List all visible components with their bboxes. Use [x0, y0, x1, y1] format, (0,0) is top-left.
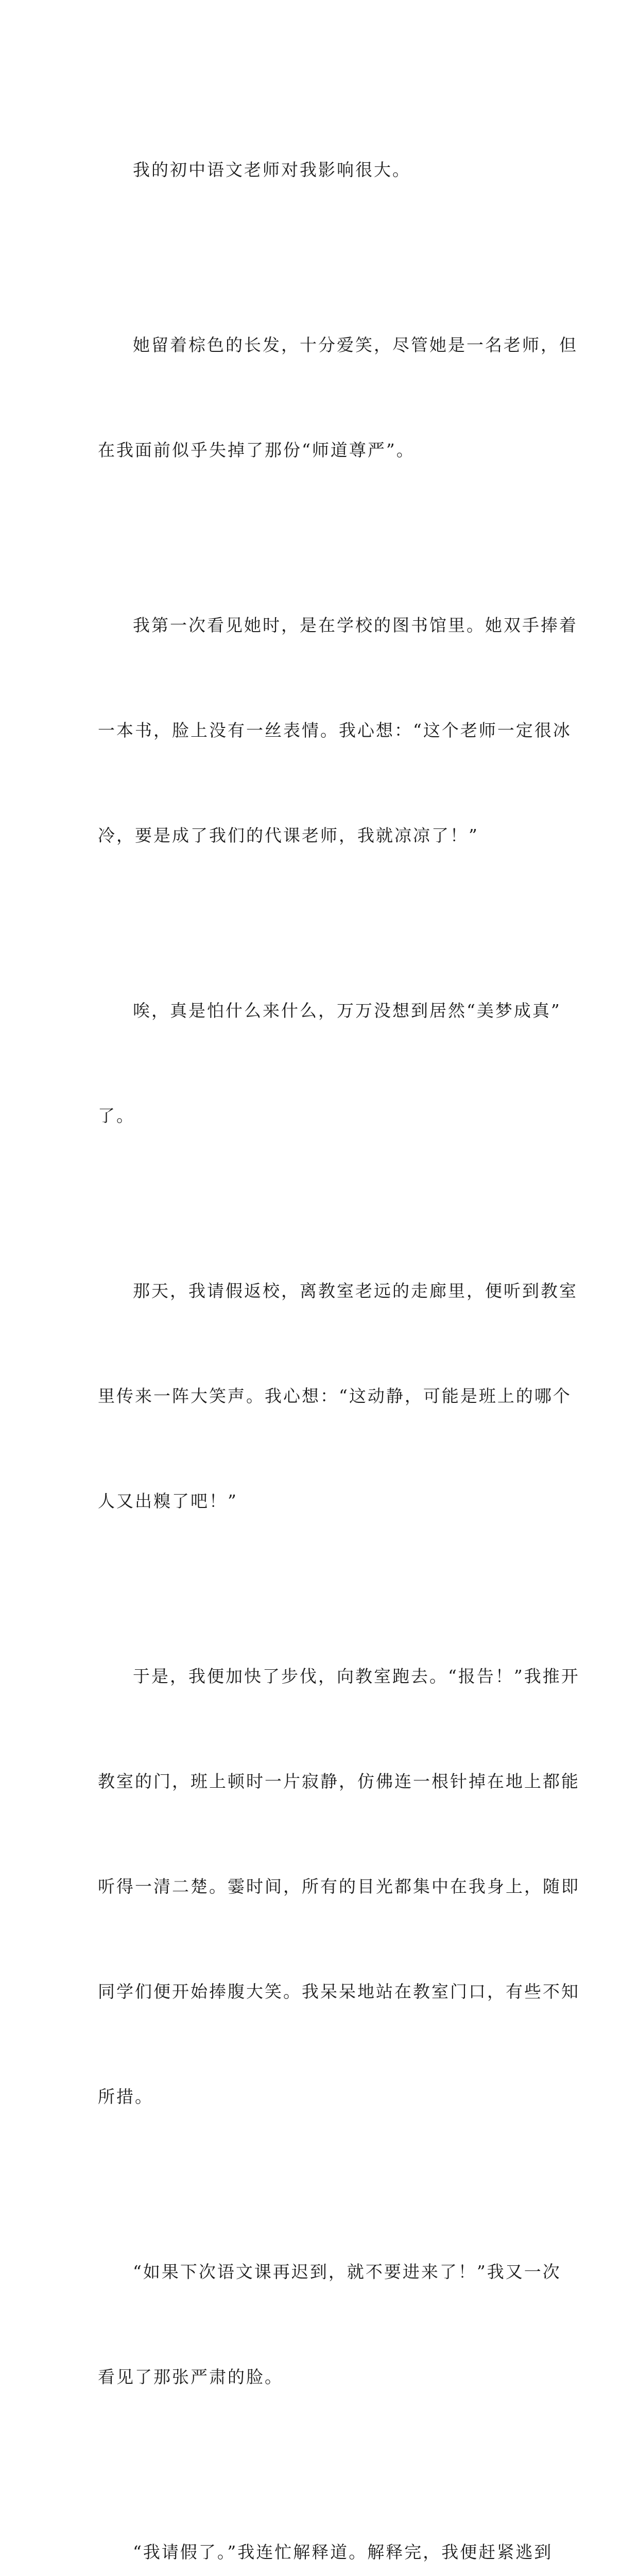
text-line: 了。: [98, 1106, 135, 1126]
paragraph: [98, 538, 578, 923]
text-line: 听得一清二楚。霎时间，所有的目光都集中在我身上，随即: [98, 1876, 580, 1896]
text-line: 一本书，脸上没有一丝表情。我心想：“这个老师一定很冰: [98, 720, 572, 740]
text-line: 看见了那张严肃的脸。: [98, 2367, 283, 2387]
text-line: “我请假了。”我连忙解释道。解释完，我便赶紧逃到: [133, 2542, 553, 2562]
paragraph: [98, 1589, 580, 2184]
text-line: 唉，真是怕什么来什么，万万没想到居然“美梦成真”: [133, 1001, 561, 1021]
text-line: 人又出糗了吧！”: [98, 1491, 238, 1511]
text-line: 在我面前似乎失掉了那份“师道尊严”。: [98, 440, 415, 460]
text-line: 于是，我便加快了步伐，向教室跑去。“报告！”我推开: [133, 1666, 580, 1686]
paragraph: [98, 82, 542, 258]
text-line: 那天，我请假返校，离教室老远的走廊里，便听到教室: [133, 1281, 578, 1301]
text-line: 同学们便开始捧腹大笑。我呆呆地站在教室门口，有些不知: [98, 1981, 580, 2002]
text-line: 她留着棕色的长发，十分爱笑，尽管她是一名老师，但: [133, 335, 578, 355]
paragraph: [98, 923, 561, 1204]
text-line: 所措。: [98, 2087, 153, 2107]
text-line: 我第一次看见她时，是在学校的图书馆里。她双手捧着: [133, 615, 578, 635]
document-body: [98, 82, 580, 2576]
paragraph: [98, 2465, 553, 2576]
paragraph: [98, 258, 578, 538]
text-line: 冷，要是成了我们的代课老师，我就凉凉了！”: [98, 825, 479, 845]
paragraph: [98, 1204, 578, 1589]
text-line: 教室的门，班上顿时一片寂静，仿佛连一根针掉在地上都能: [98, 1771, 580, 1791]
paragraph: [98, 2184, 561, 2465]
text-line: “如果下次语文课再迟到，就不要进来了！”我又一次: [133, 2262, 561, 2282]
text-line: 里传来一阵大笑声。我心想：“这动静，可能是班上的哪个: [98, 1386, 572, 1406]
text-line: 我的初中语文老师对我影响很大。: [133, 160, 411, 180]
